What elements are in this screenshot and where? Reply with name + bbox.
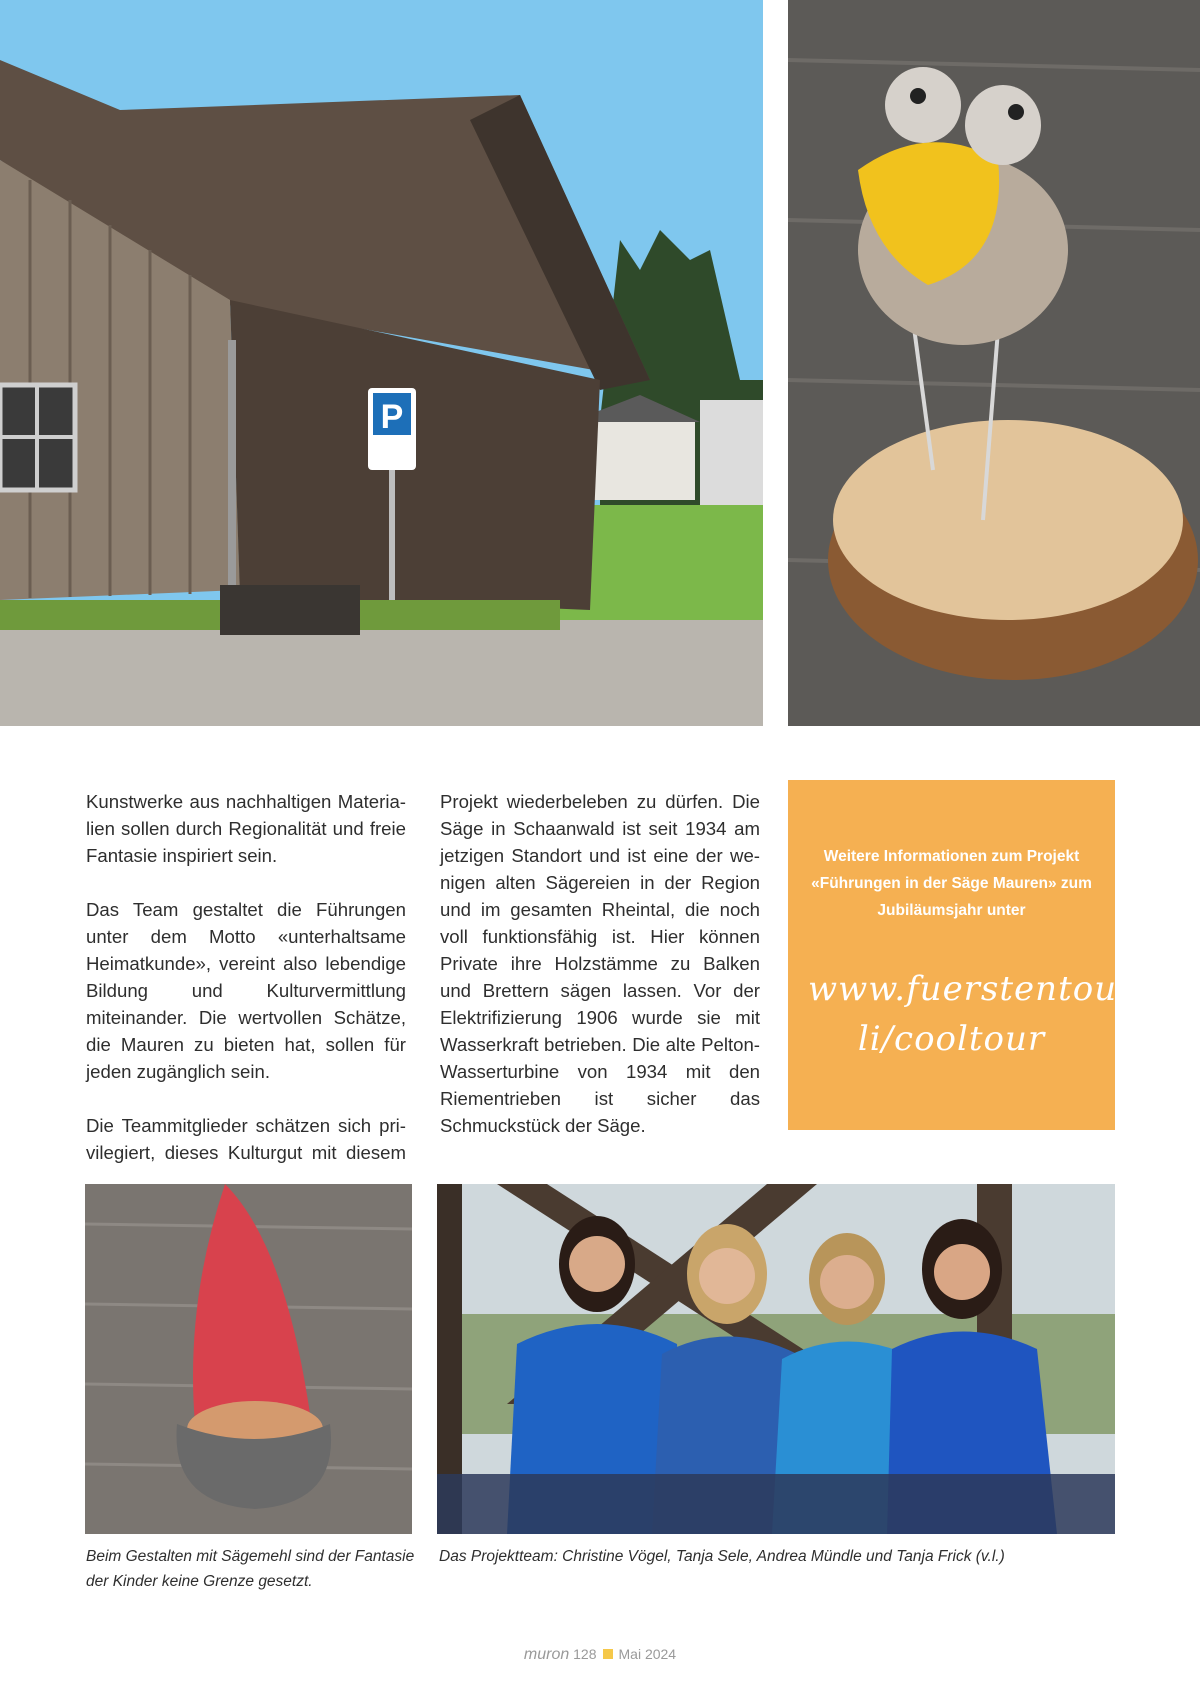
issue-number: 128 <box>573 1646 597 1662</box>
magazine-brand: muron <box>523 1646 570 1663</box>
gnome-caption: Beim Gestalten mit Sägemehl sind der Fantasie der Kinder keine Grenze gesetzt. <box>86 1548 415 1590</box>
info-box <box>788 780 1143 1130</box>
paragraph: Das Team gestaltet die Führungen unter dem Motto «unterhaltsame Heimatkunde», vereint also lebendige Bildung und Kulturvermittlung miteinander. Die wertvollen Schätze, die Mauren zu bieten hat, sollen für jeden zugänglich sein. <box>86 899 406 1082</box>
bird-sculpture-photo <box>788 0 1200 726</box>
team-caption: Das Projektteam: Christine Vögel, Tanja Sele, Andrea Mündle und Tanja Frick (v.l.) <box>439 1548 1005 1565</box>
team-photo <box>437 1184 1115 1534</box>
page-footer <box>0 1646 1200 1664</box>
paragraph: Die Teammitglieder schätzen sich privilegiert, dieses Kulturgut mit diesem <box>86 1115 406 1163</box>
info-text: Weitere Informationen zum Projekt «Führungen in der Säge Mauren» zum Jubiläumsjahr unter <box>811 848 1092 919</box>
issue-date: Mai 2024 <box>618 1646 677 1662</box>
text-column-1 <box>86 788 406 1166</box>
accent-square-icon <box>603 1649 613 1659</box>
paragraph: Projekt wiederbeleben zu dürfen. Die Säge in Schaanwald ist seit 1934 am jetzigen Standort und ist eine der wenigen alten Sägereien in der Region und im gesamten Rheintal, die noch voll funktionsfähig ist. Hier können Private ihre Holzstämme zu Balken und Brettern sägen lassen. Vor der Elektrifizierung 1906 wurde sie mit Wasserkraft betrieben. Die alte Pelton-Wasserturbine von 1934 mit den Riementrieben ist sicher das Schmuckstück der Säge. <box>440 791 760 1136</box>
gnome-sculpture-photo <box>85 1184 412 1534</box>
svg-text:P: P <box>380 398 404 436</box>
barn-photo <box>0 0 763 726</box>
text-column-2 <box>440 788 760 1139</box>
info-link[interactable]: www.fuerstentour. li/cooltour <box>808 969 1143 1059</box>
paragraph: Kunstwerke aus nachhaltigen Materialien sollen durch Regionalität und freie Fantasie inspiriert sein. <box>86 791 406 866</box>
